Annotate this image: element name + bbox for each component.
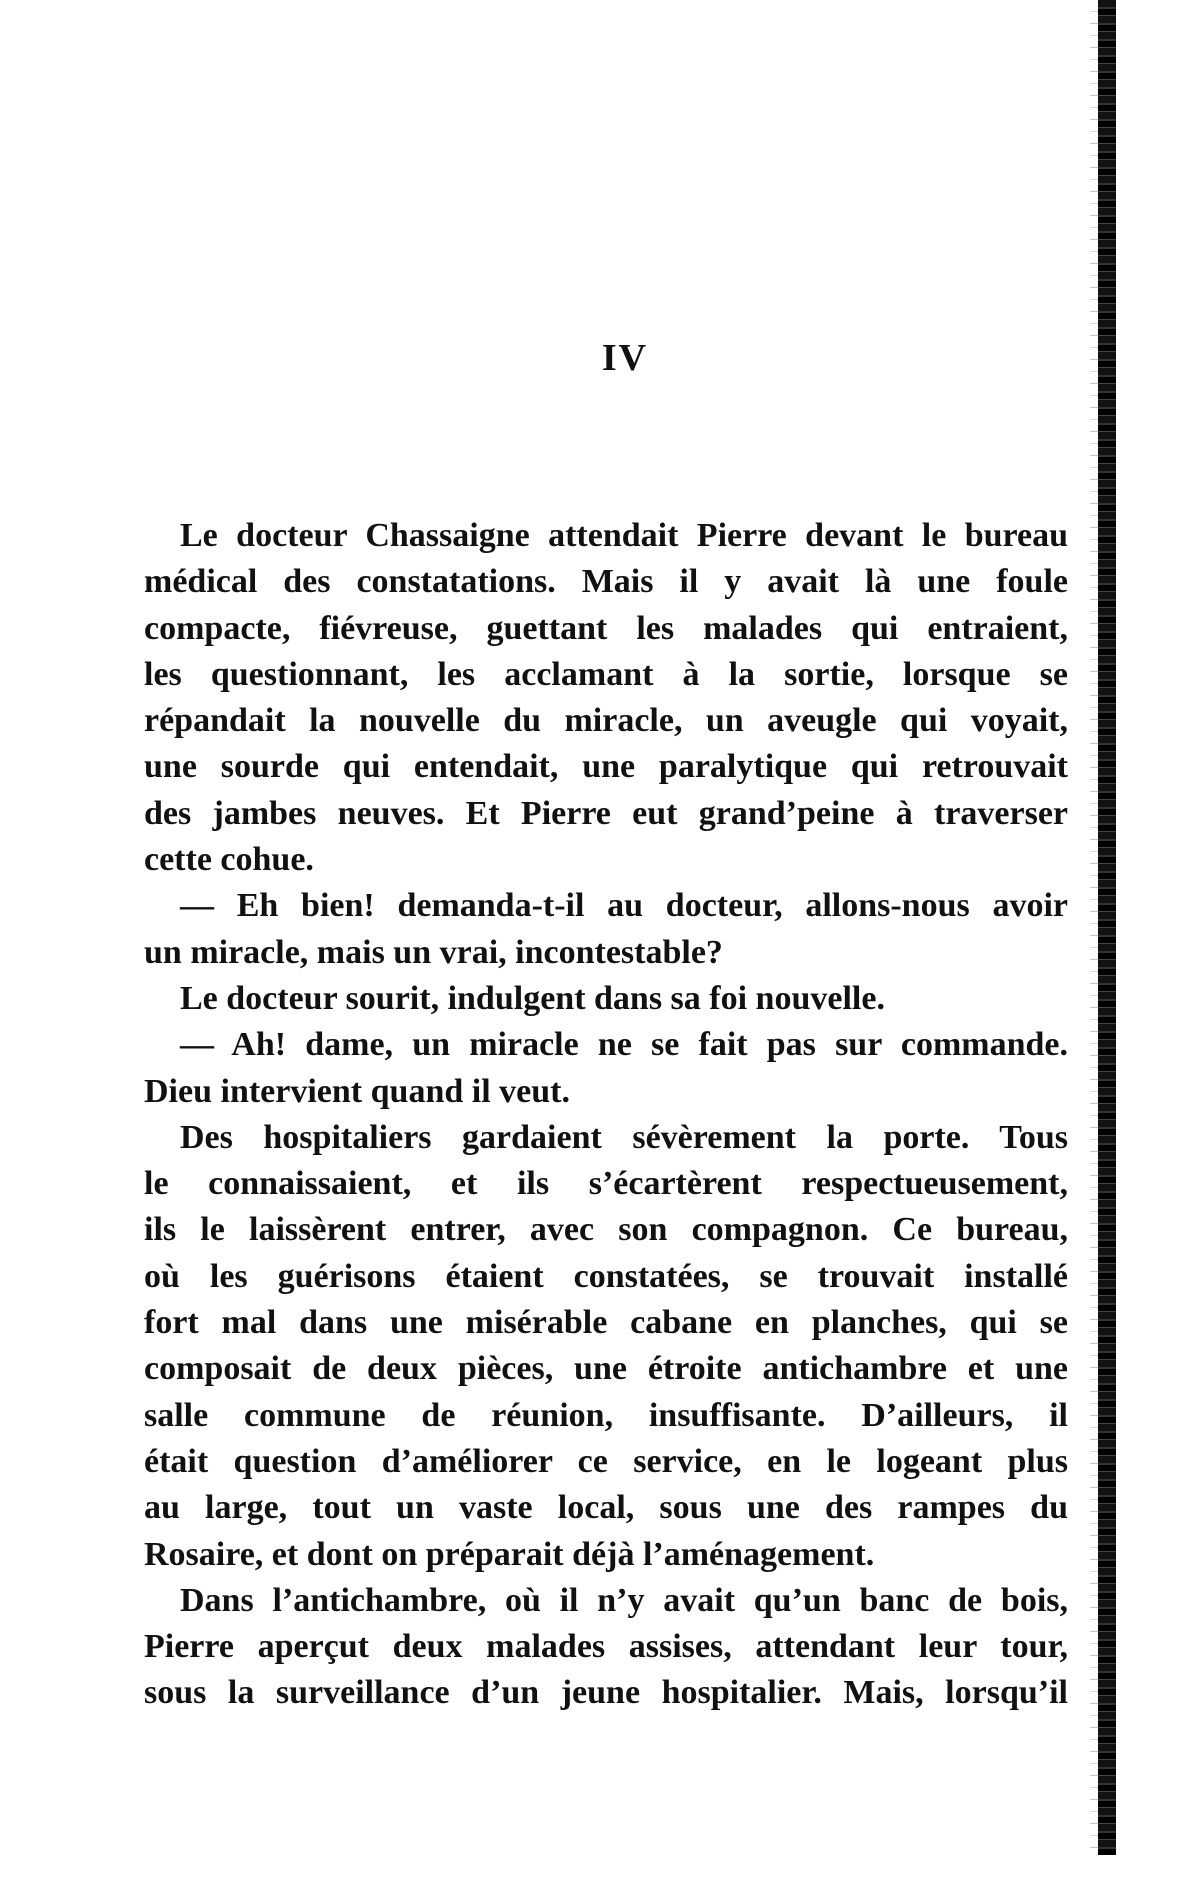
text-line: cette cohue. (144, 841, 314, 879)
body-text (144, 513, 1068, 1717)
text-line: fort mal dans une misérable cabane en planches, qui se (144, 1304, 1068, 1342)
text-line: composait de deux pièces, une étroite antichambre et une (144, 1350, 1068, 1388)
text-line: au large, tout un vaste local, sous une des rampes du (144, 1489, 1068, 1527)
text-line: Dans l’antichambre, où il n’y avait qu’un banc de bois, (180, 1581, 1068, 1619)
paragraph (144, 1022, 1068, 1115)
text-line: le connaissaient, et ils s’écartèrent respectueusement, (144, 1165, 1068, 1203)
paragraph (144, 1115, 1068, 1578)
chapter-heading: IV (601, 337, 649, 379)
text-line: Des hospitaliers gardaient sévèrement la porte. Tous (180, 1118, 1068, 1156)
text-line: médical des constatations. Mais il y avait là une foule (144, 563, 1068, 601)
text-line: était question d’améliorer ce service, en le logeant plus (144, 1442, 1068, 1480)
text-line: — Eh bien! demanda-t-il au docteur, allons-nous avoir (180, 887, 1068, 925)
paragraph (144, 1578, 1068, 1717)
text-line: un miracle, mais un vrai, incontestable? (144, 933, 723, 971)
text-line: une sourde qui entendait, une paralytique qui retrouvait (144, 748, 1068, 786)
text-line: Le docteur sourit, indulgent dans sa foi nouvelle. (180, 979, 885, 1017)
text-line: répandait la nouvelle du miracle, un aveugle qui voyait, (144, 702, 1068, 740)
text-line: salle commune de réunion, insuffisante. D’ailleurs, il (144, 1396, 1068, 1434)
text-line: sous la surveillance d’un jeune hospitalier. Mais, lorsqu’il (144, 1674, 1068, 1712)
paragraph (144, 513, 1068, 883)
paragraph (144, 976, 1068, 1022)
paragraph (144, 883, 1068, 976)
text-line: compacte, fiévreuse, guettant les malades qui entraient, (144, 609, 1068, 647)
text-line: Dieu intervient quand il veut. (144, 1072, 570, 1110)
text-line: — Ah! dame, un miracle ne se fait pas sur commande. (180, 1026, 1068, 1064)
text-line: où les guérisons étaient constatées, se trouvait installé (144, 1257, 1068, 1295)
text-line: Rosaire, et dont on préparait déjà l’aménagement. (144, 1535, 875, 1573)
page-gutter-shadow (1090, 0, 1098, 1855)
text-line: Le docteur Chassaigne attendait Pierre devant le bureau (180, 517, 1068, 554)
text-line: Pierre aperçut deux malades assises, attendant leur tour, (144, 1628, 1068, 1666)
text-line: les questionnant, les acclamant à la sortie, lorsque se (144, 655, 1068, 693)
text-line: ils le laissèrent entrer, avec son compagnon. Ce bureau, (144, 1211, 1068, 1249)
text-line: des jambes neuves. Et Pierre eut grand’peine à traverser (144, 794, 1068, 832)
scan-binding-edge (1098, 0, 1116, 1855)
